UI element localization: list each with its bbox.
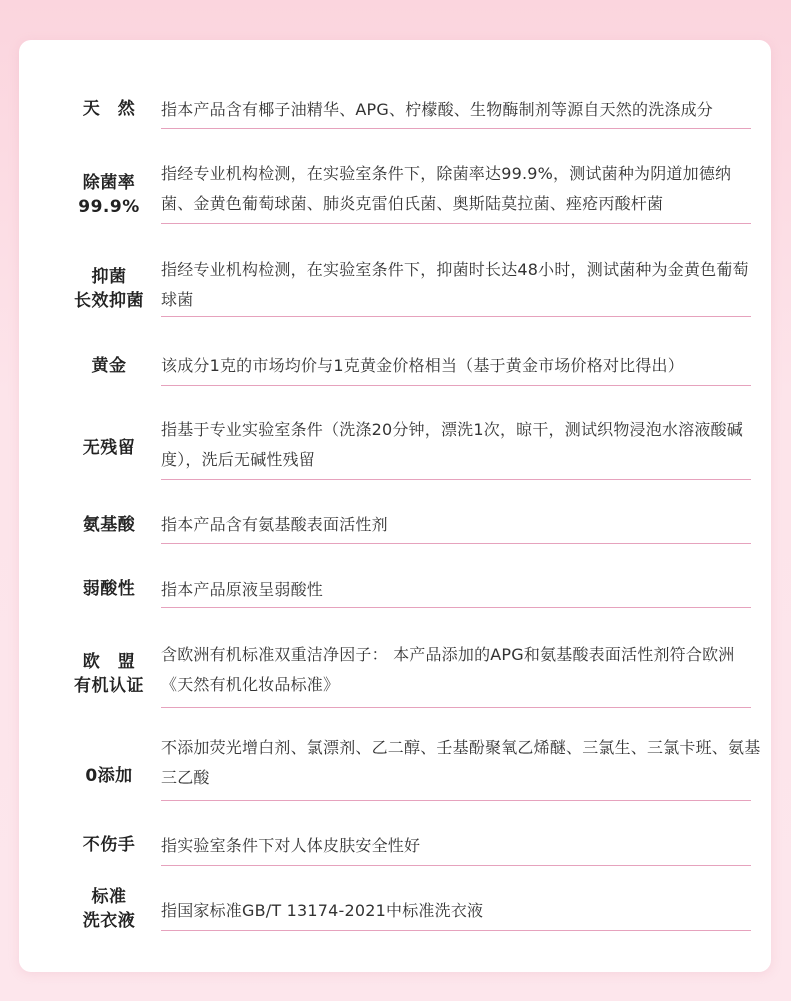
definitions-card <box>19 40 771 972</box>
row-divider <box>161 316 751 317</box>
definition-term: 标准 洗衣液 <box>82 887 136 931</box>
row-divider <box>161 543 751 544</box>
definition-term: 0添加 <box>85 766 133 786</box>
definition-description: 指国家标准GB/T 13174-2021中标准洗衣液 <box>161 901 484 920</box>
definition-term: 黄金 <box>91 356 127 376</box>
row-divider <box>161 385 751 386</box>
row-divider <box>161 223 751 224</box>
definition-description: 指经专业机构检测，在实验室条件下，除菌率达99.9%，测试菌种为阴道加德纳菌、金黄色葡萄球菌、肺炎克雷伯氏菌、奥斯陆莫拉菌、痤疮丙酸杆菌 <box>161 164 732 213</box>
definition-term: 除菌率 99.9% <box>78 173 140 217</box>
definition-description: 指基于专业实验室条件（洗涤20分钟，漂洗1次，晾干，测试织物浸泡水溶液酸碱度），洗后无碱性残留 <box>161 420 743 469</box>
definition-description: 不添加荧光增白剂、氯漂剂、乙二醇、壬基酚聚氧乙烯醚、三氯生、三氯卡班、氨基三乙酸 <box>161 738 761 787</box>
definition-description: 指经专业机构检测，在实验室条件下，抑菌时长达48小时，测试菌种为金黄色葡萄球菌 <box>161 260 749 309</box>
definition-term: 抑菌 长效抑菌 <box>74 267 144 311</box>
definition-description: 指实验室条件下对人体皮肤安全性好 <box>161 836 421 855</box>
definition-description: 指本产品原液呈弱酸性 <box>161 580 324 599</box>
row-divider <box>161 865 751 866</box>
row-divider <box>161 128 751 129</box>
row-divider <box>161 930 751 931</box>
row-divider <box>161 707 751 708</box>
definition-description: 含欧洲有机标准双重洁净因子： 本产品添加的APG和氨基酸表面活性剂符合欧洲《天然有机化妆品标准》 <box>161 645 735 694</box>
definition-term: 氨基酸 <box>82 515 136 535</box>
definition-term: 欧 盟 有机认证 <box>74 652 144 696</box>
definition-description: 指本产品含有氨基酸表面活性剂 <box>161 515 388 534</box>
definition-description: 该成分1克的市场均价与1克黄金价格相当（基于黄金市场价格对比得出） <box>161 356 684 375</box>
definition-term: 无残留 <box>82 438 136 458</box>
definition-term: 天 然 <box>82 99 136 119</box>
row-divider <box>161 479 751 480</box>
definition-term: 不伤手 <box>82 835 136 855</box>
row-divider <box>161 800 751 801</box>
definition-term: 弱酸性 <box>82 579 136 599</box>
row-divider <box>161 607 751 608</box>
definition-description: 指本产品含有椰子油精华、APG、柠檬酸、生物酶制剂等源自天然的洗涤成分 <box>161 100 713 119</box>
